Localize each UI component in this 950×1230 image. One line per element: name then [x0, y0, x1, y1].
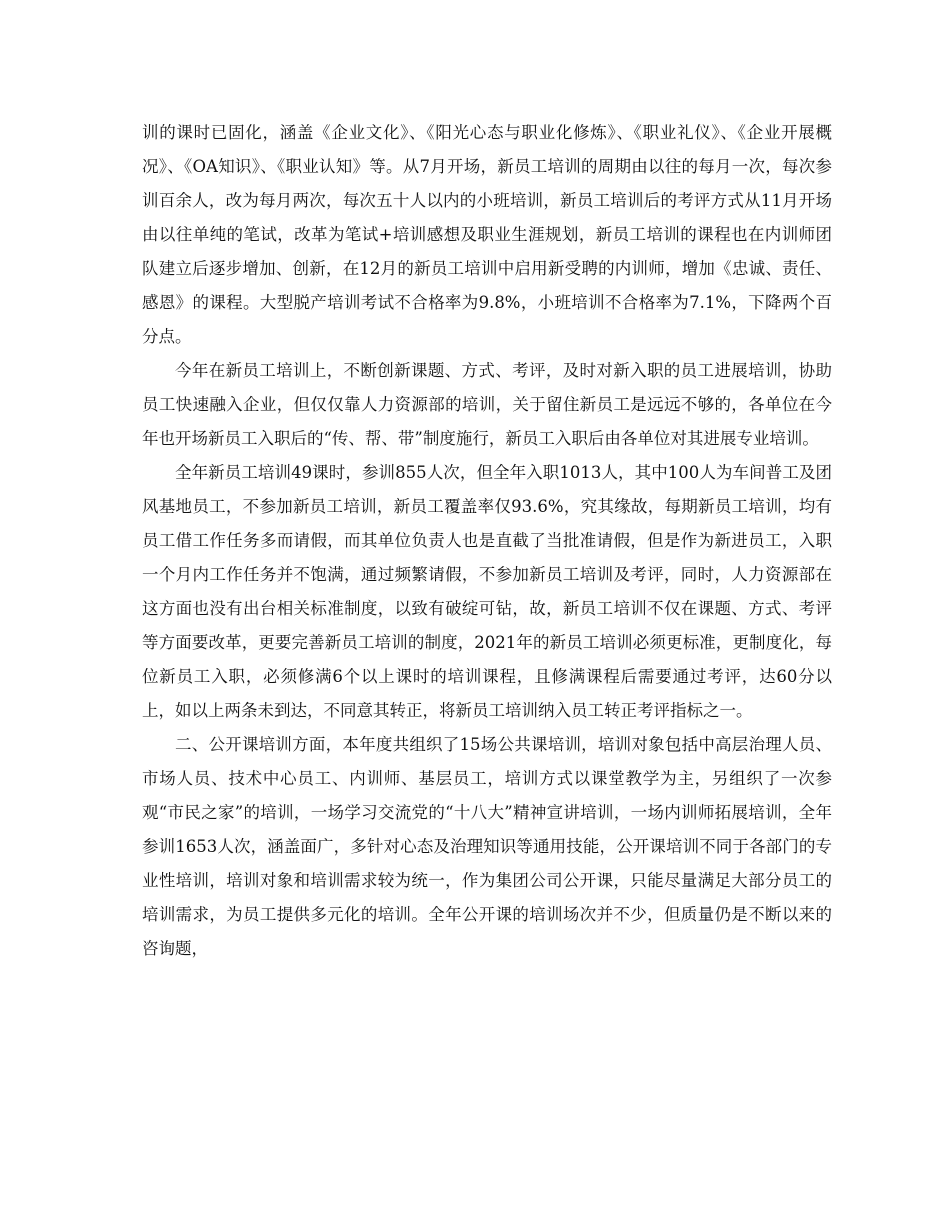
paragraph-annual-statistics: 全年新员工培训49课时，参训855人次，但全年入职1013人，其中100人为车间普工及团风基地员工，不参加新员工培训，新员工覆盖率仅93.6%，究其缘故，每期新员工培训，均有员工借工作任务多而请假，而其单位负责人也是直截了当批准请假，但是作为新进员工，入职一个月内工作任务并不饱满，通过频繁请假，不参加新员工培训及考评，同时，人力资源部在这方面也没有出台相关标准制度，以致有破绽可钻，故，新员工培训不仅在课题、方式、考评等方面要改革，更要完善新员工培训的制度，2021年的新员工培训必须更标准，更制度化，每位新员工入职，必须修满6个以上课时的培训课程，且修满课程后需要通过考评，达60分以上，如以上两条未到达，不同意其转正，将新员工培训纳入员工转正考评指标之一。 [142, 463, 832, 720]
paragraph-new-employee-training: 今年在新员工培训上，不断创新课题、方式、考评，及时对新入职的员工进展培训，协助员工快速融入企业，但仅仅靠人力资源部的培训，关于留住新员工是远远不够的，各单位在今年也开场新员工入职后的“传、帮、带”制度施行，新员工入职后由各单位对其进展专业培训。 [142, 361, 832, 448]
document-body [142, 116, 832, 966]
paragraph-course-content: 训的课时已固化，涵盖《企业文化》、《阳光心态与职业化修炼》、《职业礼仪》、《企业开展概况》、《OA知识》、《职业认知》等。从7月开场，新员工培训的周期由以往的每月一次，每次参训百余人，改为每月两次，每次五十人以内的小班培训，新员工培训后的考评方式从11月开场由以往单纯的笔试，改革为笔试+培训感想及职业生涯规划，新员工培训的课程也在内训师团队建立后逐步增加、创新，在12月的新员工培训中启用新受聘的内训师，增加《忠诚、责任、感恩》的课程。大型脱产培训考试不合格率为9.8%，小班培训不合格率为7.1%，下降两个百分点。 [142, 123, 832, 346]
paragraph-public-courses: 二、公开课培训方面，本年度共组织了15场公共课培训，培训对象包括中高层治理人员、市场人员、技术中心员工、内训师、基层员工，培训方式以课堂教学为主，另组织了一次参观“市民之家”的培训，一场学习交流党的“十八大”精神宣讲培训，一场内训师拓展培训，全年参训1653人次，涵盖面广，多针对心态及治理知识等通用技能，公开课培训不同于各部门的专业性培训，培训对象和培训需求较为统一，作为集团公司公开课，只能尽量满足大部分员工的培训需求，为员工提供多元化的培训。全年公开课的培训场次并不少，但质量仍是不断以来的咨询题， [142, 735, 832, 958]
